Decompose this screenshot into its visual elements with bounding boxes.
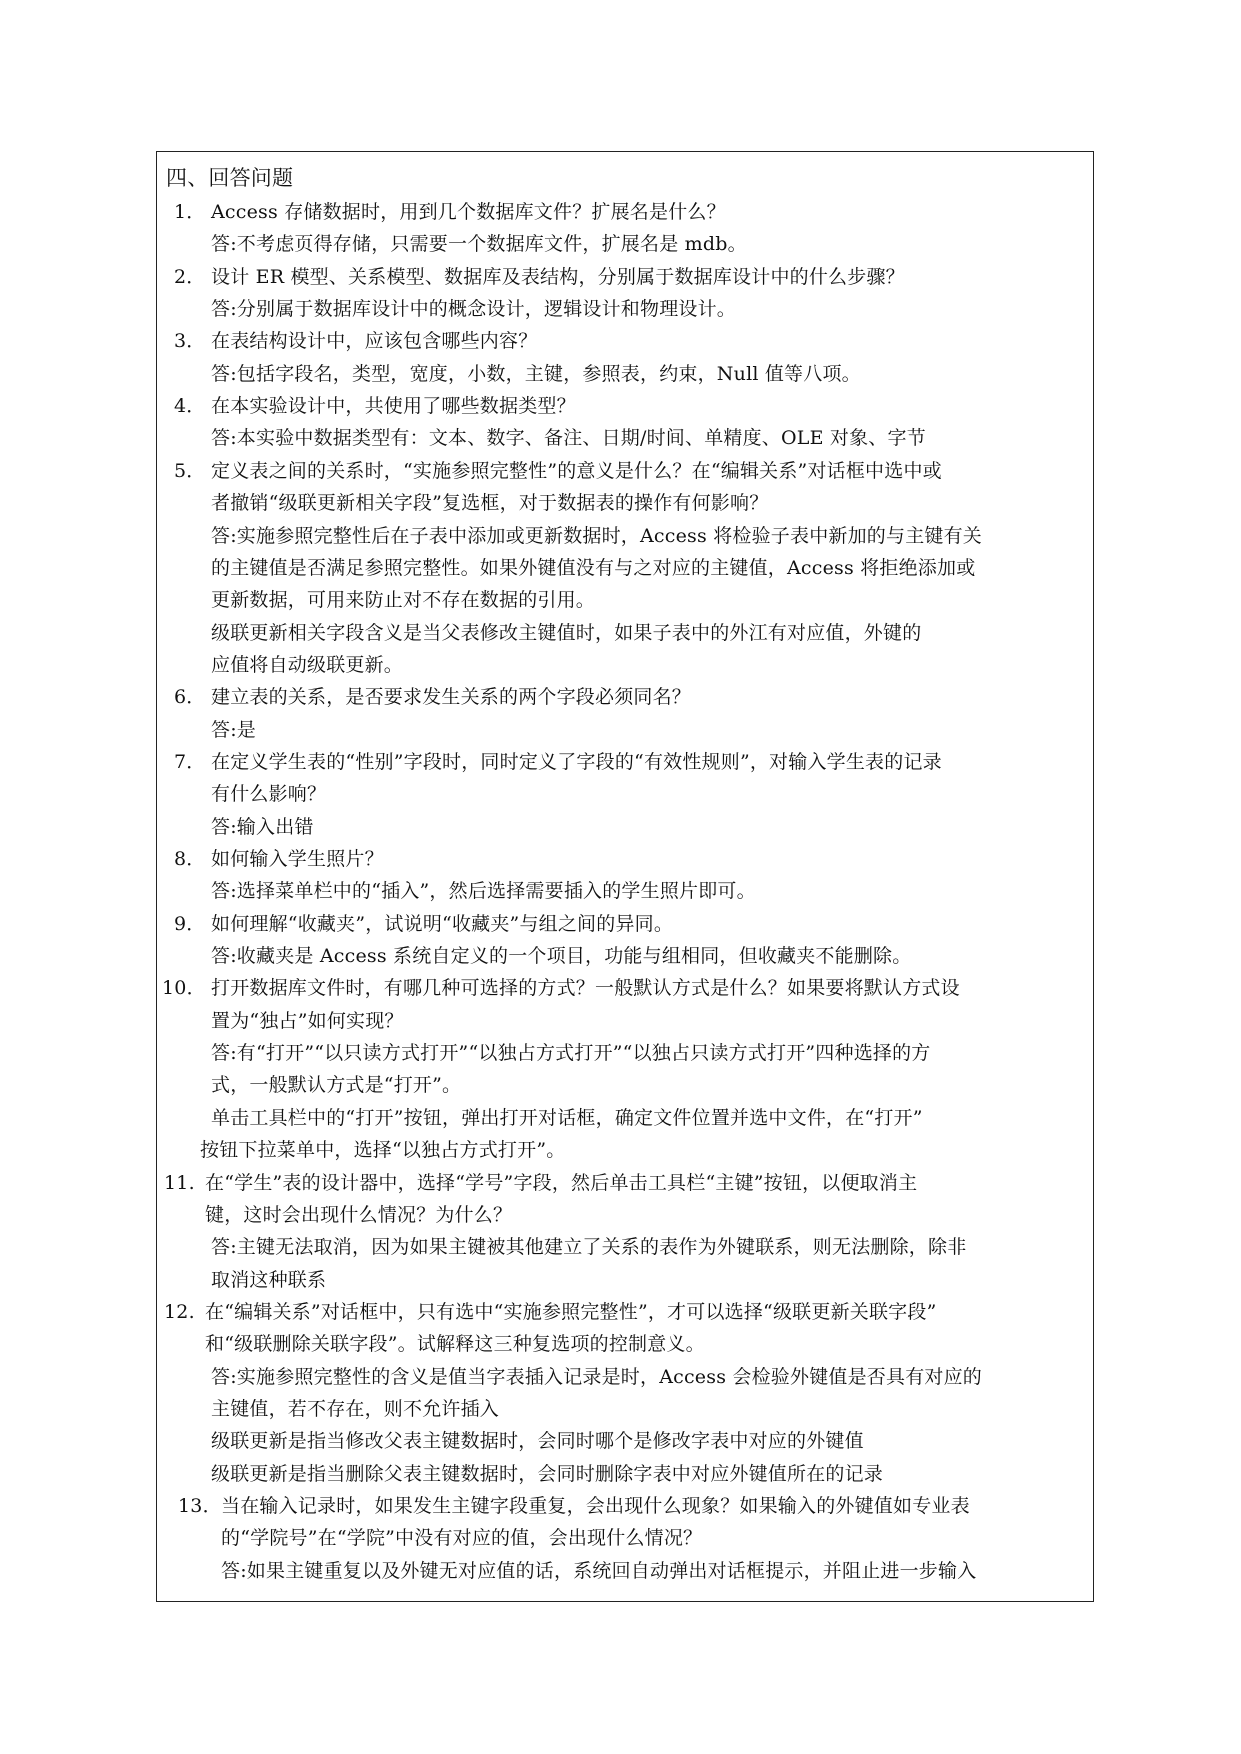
answer-text-line: 答:主键无法取消，因为如果主键被其他建立了关系的表作为外键联系，则无法删除，除非 xyxy=(211,1236,967,1259)
answer-text-line: 的主键值是否满足参照完整性。如果外键值没有与之对应的主键值，Access 将拒绝添加或 xyxy=(211,556,976,579)
answer-text-line: 主键值，若不存在，则不允许插入 xyxy=(211,1397,500,1420)
answer-text-line: 答:实施参照完整性的含义是值当字表插入记录是时，Access 会检验外键值是否具有对应的 xyxy=(211,1365,982,1388)
question-number: 3． xyxy=(174,330,206,353)
answer-text-line: 置为“独占”如何实现？ xyxy=(211,1009,404,1032)
question-text: 定义表之间的关系时，“实施参照完整性”的意义是什么？在“编辑关系”对话框中选中或 xyxy=(211,459,942,482)
answer-text-line: 答:有“打开”“以只读方式打开”“以独占方式打开”“以独占只读方式打开”四种选择的方 xyxy=(211,1042,931,1065)
question-text: Access 存储数据时，用到几个数据库文件？扩展名是什么？ xyxy=(211,201,726,223)
question-text: 当在输入记录时，如果发生主键字段重复，会出现什么现象？如果输入的外键值如专业表 xyxy=(221,1495,970,1517)
question-text: 在“学生”表的设计器中，选择“学号”字段，然后单击工具栏“主键”按钮，以便取消主 xyxy=(205,1171,918,1194)
answer-text-line: 有什么影响？ xyxy=(211,783,327,806)
question-text: 设计 ER 模型、关系模型、数据库及表结构，分别属于数据库设计中的什么步骤？ xyxy=(211,265,905,288)
answer-text-line: 答:是 xyxy=(211,718,257,741)
question-text: 在本实验设计中，共使用了哪些数据类型？ xyxy=(211,395,576,418)
answer-text-line: 级联更新是指当删除父表主键数据时，会同时删除字表中对应外键值所在的记录 xyxy=(211,1462,884,1485)
question-text: 在定义学生表的“性别”字段时，同时定义了字段的“有效性规则”，对输入学生表的记录 xyxy=(211,750,942,773)
answer-text-line: 应值将自动级联更新。 xyxy=(211,653,404,676)
answer-text-line: 答:包括字段名，类型，宽度，小数，主键，参照表，约束，Null 值等八项。 xyxy=(211,362,861,385)
answer-text-line: 键，这时会出现什么情况？为什么？ xyxy=(205,1203,513,1226)
answer-text-line: 更新数据，可用来防止对不存在数据的引用。 xyxy=(211,589,596,612)
answer-text-line: 答:本实验中数据类型有：文本、数字、备注、日期/时间、单精度、OLE 对象、字节 xyxy=(211,427,926,450)
question-number: 10． xyxy=(162,977,206,1000)
answer-text-line: 的“学院号”在“学院”中没有对应的值，会出现什么情况？ xyxy=(221,1527,703,1550)
answer-text-line: 者撤销“级联更新相关字段”复选框，对于数据表的操作有何影响？ xyxy=(211,492,769,515)
question-text: 打开数据库文件时，有哪几种可选择的方式？一般默认方式是什么？如果要将默认方式设 xyxy=(211,977,960,1000)
section-title: 四、回答问题 xyxy=(166,166,294,190)
question-text: 如何理解“收藏夹”，试说明“收藏夹”与组之间的异同。 xyxy=(211,912,674,935)
question-number: 6． xyxy=(174,686,206,709)
question-number: 9． xyxy=(174,912,206,935)
answer-text-line: 答:收藏夹是 Access 系统自定义的一个项目，功能与组相同，但收藏夹不能删除。 xyxy=(211,945,912,968)
answer-text-line: 答:如果主键重复以及外键无对应值的话，系统回自动弹出对话框提示，并阻止进一步输入 xyxy=(221,1559,977,1582)
answer-text-line: 答:不考虑页得存储，只需要一个数据库文件，扩展名是 mdb。 xyxy=(211,233,747,256)
question-number: 4． xyxy=(174,395,206,418)
answer-text-line: 级联更新是指当修改父表主键数据时，会同时哪个是修改字表中对应的外键值 xyxy=(211,1430,864,1453)
answer-text-line: 式，一般默认方式是“打开”。 xyxy=(211,1074,462,1097)
question-text: 在“编辑关系”对话框中，只有选中“实施参照完整性”，才可以选择“级联更新关联字段” xyxy=(205,1300,937,1323)
question-number: 5． xyxy=(174,459,206,482)
question-number: 12. xyxy=(164,1300,195,1323)
question-number: 2． xyxy=(174,265,206,288)
answer-text-line: 答:分别属于数据库设计中的概念设计，逻辑设计和物理设计。 xyxy=(211,298,737,321)
question-number: 8． xyxy=(174,848,206,870)
answer-text-line: 答:选择菜单栏中的“插入”，然后选择需要插入的学生照片即可。 xyxy=(211,880,756,903)
answer-text-line: 取消这种联系 xyxy=(211,1268,327,1291)
answer-text-line: 级联更新相关字段含义是当父表修改主键值时，如果子表中的外江有对应值，外键的 xyxy=(211,621,922,644)
question-number: 1． xyxy=(174,201,206,223)
answer-text-line: 答:实施参照完整性后在子表中添加或更新数据时，Access 将检验子表中新加的与主键有关 xyxy=(211,524,982,547)
answer-text-line: 和“级联删除关联字段”。试解释这三种复选项的控制意义。 xyxy=(205,1333,705,1356)
question-number: 7． xyxy=(174,750,206,773)
question-text: 在表结构设计中，应该包含哪些内容？ xyxy=(211,330,538,353)
answer-text-line: 按钮下拉菜单中，选择“以独占方式打开”。 xyxy=(200,1139,566,1162)
question-text: 建立表的关系，是否要求发生关系的两个字段必须同名？ xyxy=(211,686,692,709)
answer-text-line: 单击工具栏中的“打开”按钮，弹出打开对话框，确定文件位置并选中文件，在“打开” xyxy=(211,1106,923,1129)
question-text: 如何输入学生照片？ xyxy=(211,848,384,870)
question-number: 11. xyxy=(164,1171,195,1194)
answer-text-line: 答:输入出错 xyxy=(211,815,314,838)
question-number: 13． xyxy=(178,1495,222,1517)
